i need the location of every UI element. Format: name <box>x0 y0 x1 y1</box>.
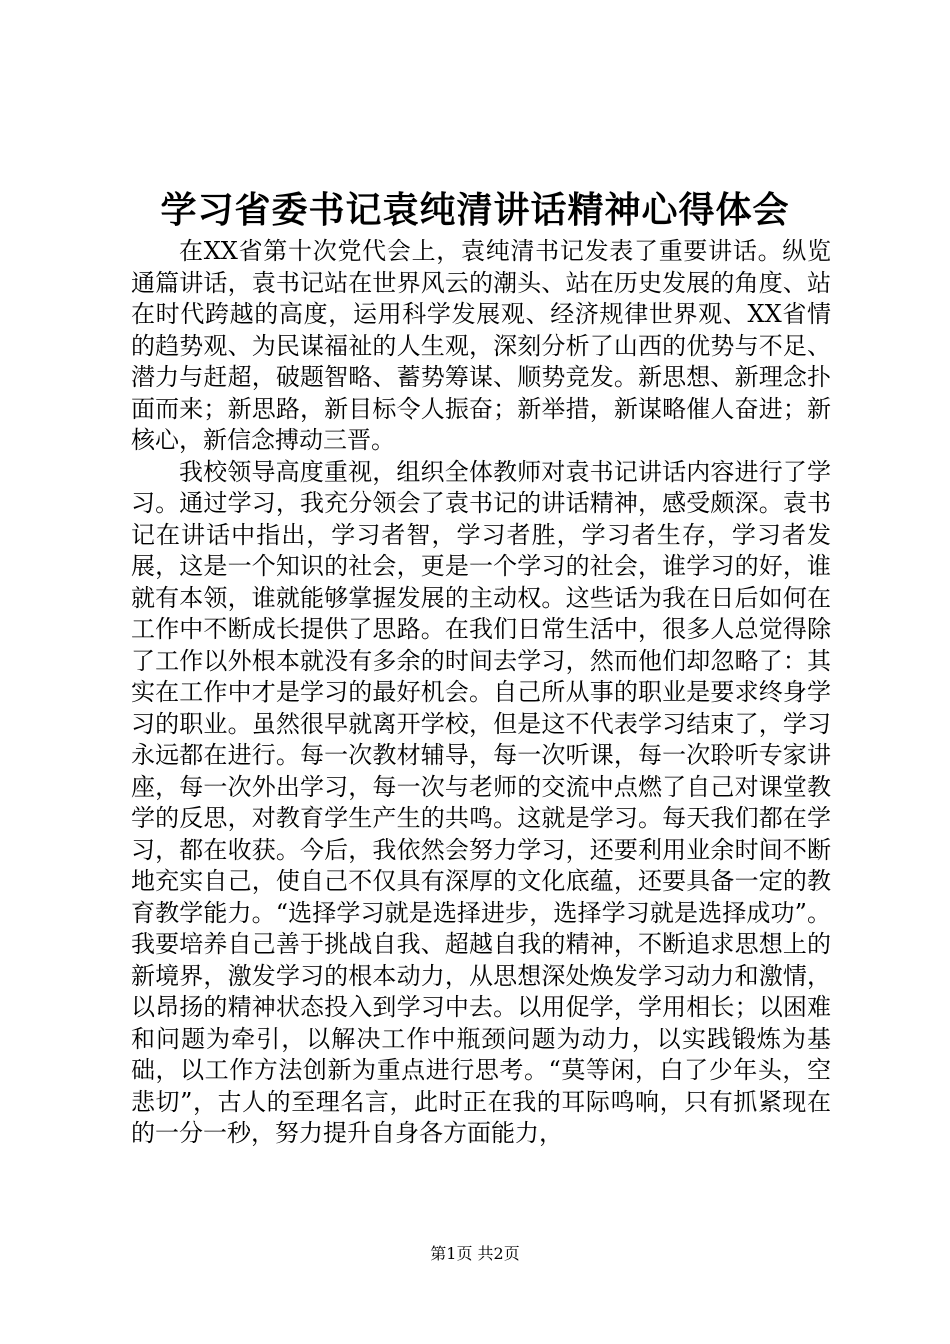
paragraph-1: 在XX省第十次党代会上，袁纯清书记发表了重要讲话。纵览通篇讲话，袁书记站在世界风云的潮头、站在历史发展的角度、站在时代跨越的高度，运用科学发展观、经济规律世界观、XX省情的趋势观、为民谋福祉的人生观，深刻分析了山西的优势与不足、潜力与赶超，破题智略、蓄势筹谋、顺势竞发。新思想、新理念扑面而来；新思路，新目标令人振奋；新举措，新谋略催人奋进；新核心，新信念搏动三晋。 <box>131 237 831 454</box>
document-title: 学习省委书记袁纯清讲话精神心得体会 <box>160 189 790 231</box>
paragraph-2: 我校领导高度重视，组织全体教师对袁书记讲话内容进行了学习。通过学习，我充分领会了袁书记的讲话精神，感受颇深。袁书记在讲话中指出，学习者智，学习者胜，学习者生存，学习者发展，这是一个知识的社会，更是一个学习的社会，谁学习的好，谁就有本领，谁就能够掌握发展的主动权。这些话为我在日后如何在工作中不断成长提供了思路。在我们日常生活中，很多人总觉得除了工作以外根本就没有多余的时间去学习，然而他们却忽略了：其实在工作中才是学习的最好机会。自己所从事的职业是要求终身学习的职业。虽然很早就离开学校，但是这不代表学习结束了，学习永远都在进行。每一次教材辅导，每一次听课，每一次聆听专家讲座，每一次外出学习，每一次与老师的交流中点燃了自己对课堂教学的反思，对教育学生产生的共鸣。这就是学习。每天我们都在学习，都在收获。今后，我依然会努力学习，还要利用业余时间不断地充实自己，使自己不仅具有深厚的文化底蕴，还要具备一定的教育教学能力。“选择学习就是选择进步，选择学习就是选择成功”。我要培养自己善于挑战自我、超越自我的精神，不断追求思想上的新境界，激发学习的根本动力，从思想深处焕发学习动力和激情，以昂扬的精神状态投入到学习中去。以用促学，学用相长；以困难和问题为牵引，以解决工作中瓶颈问题为动力，以实践锻炼为基础，以工作方法创新为重点进行思考。“莫等闲，白了少年头，空悲切”，古人的至理名言，此时正在我的耳际鸣响，只有抓紧现在的一分一秒，努力提升自身各方面能力， <box>131 457 831 1147</box>
page-footer: 第1页 共2页 <box>430 1244 520 1263</box>
document-body <box>131 236 831 1150</box>
